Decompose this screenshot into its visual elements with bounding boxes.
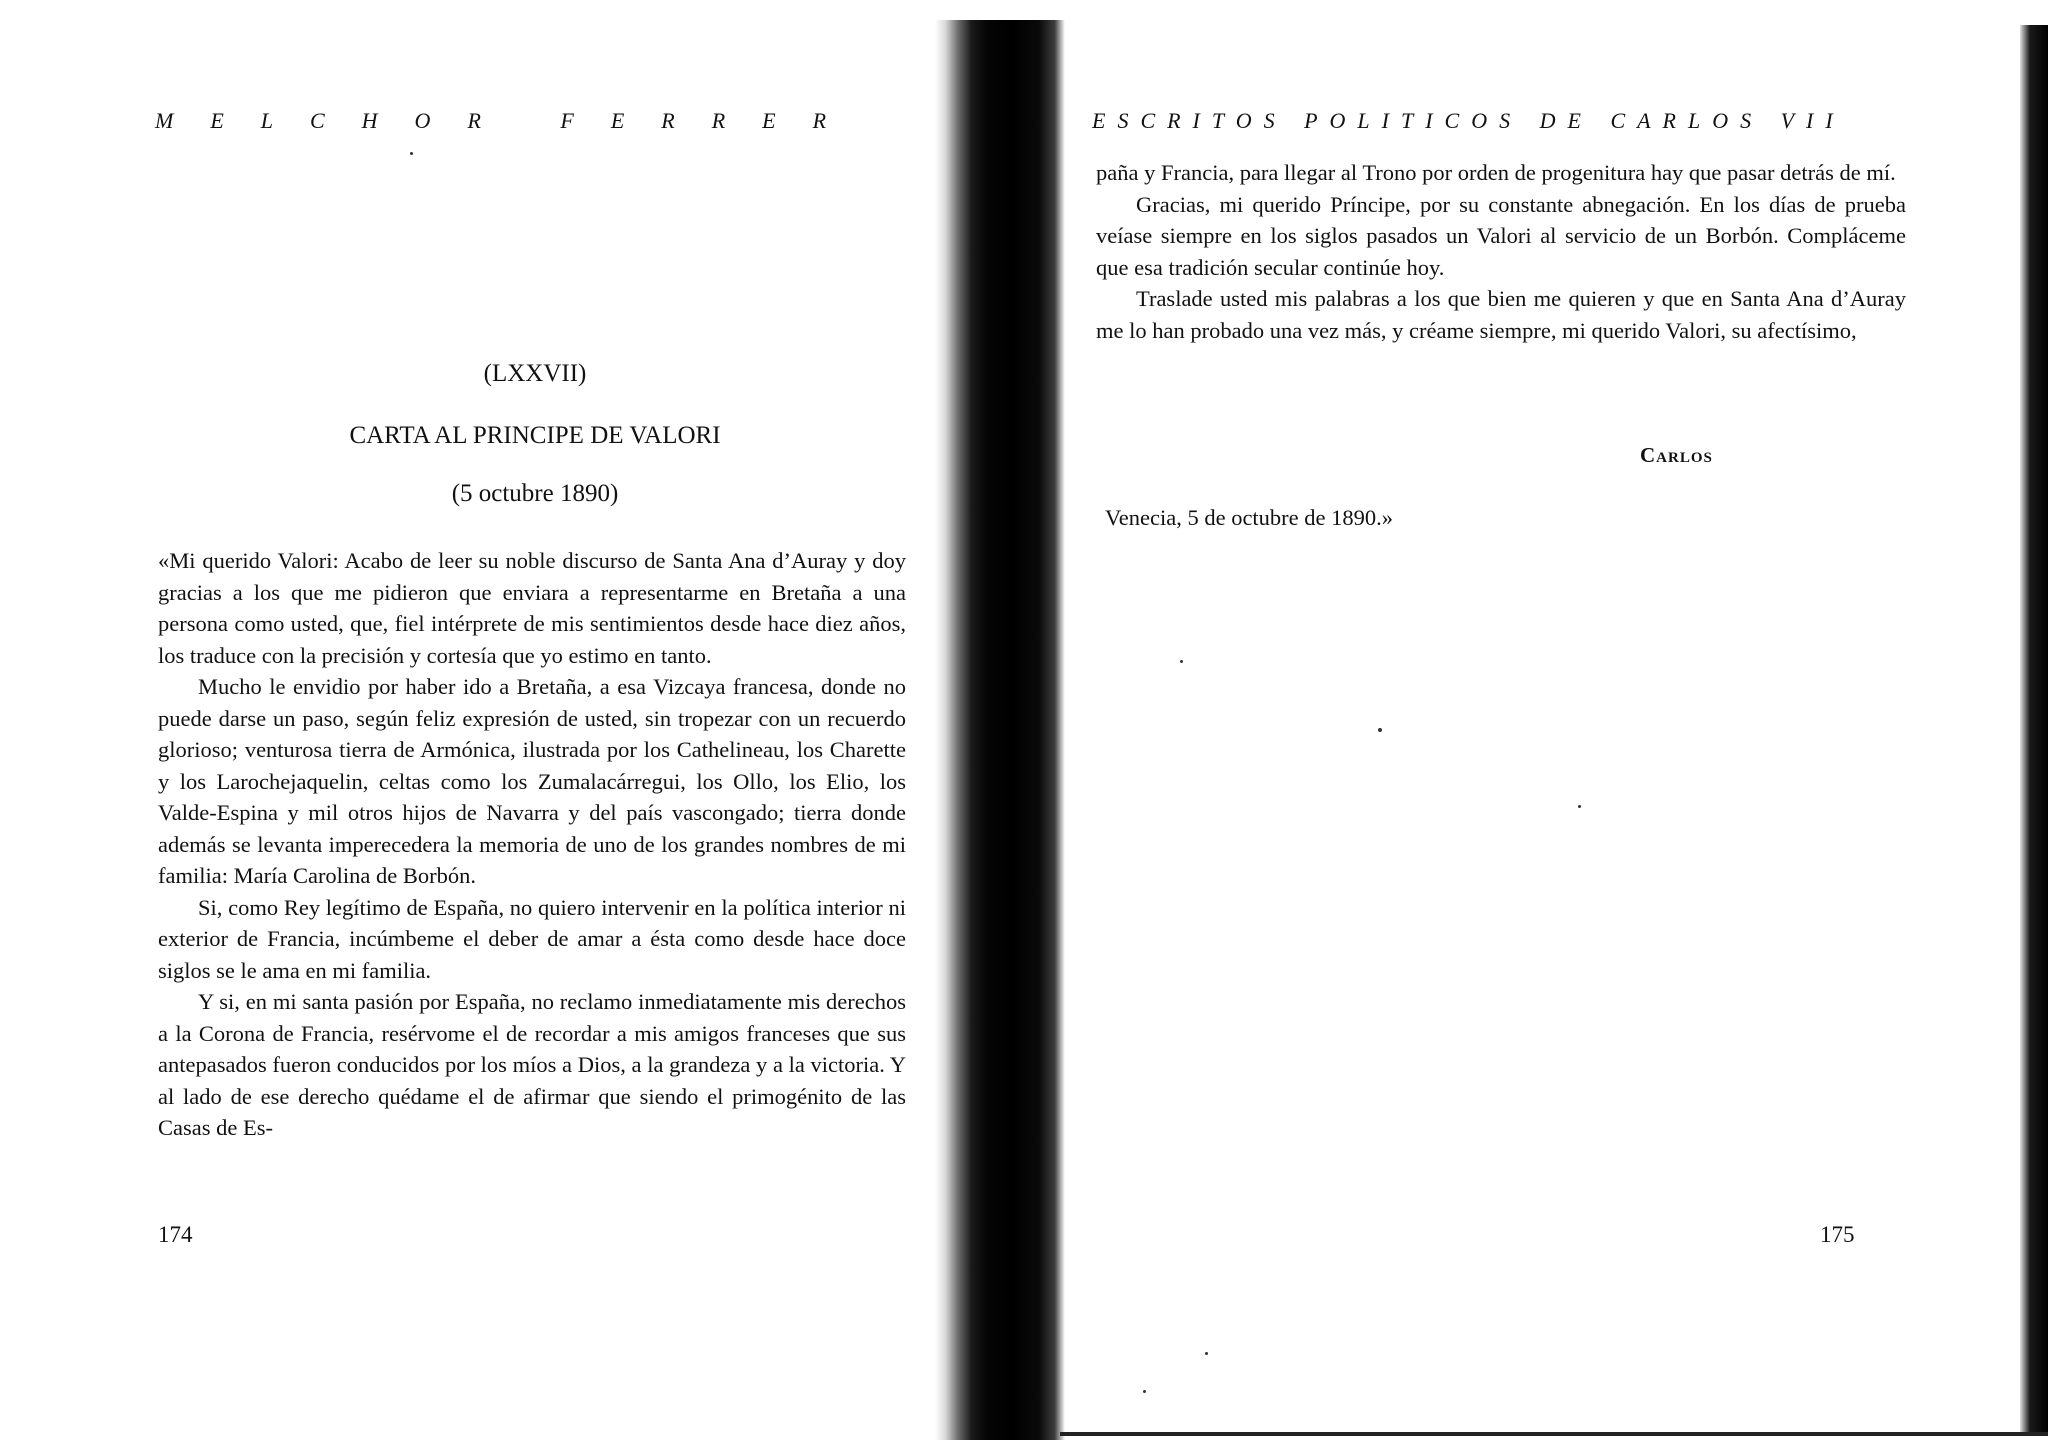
- scan-speck: [1180, 660, 1183, 663]
- chapter-date: (5 octubre 1890): [451, 480, 619, 507]
- right-body-text: [1096, 157, 1906, 346]
- scan-speck: [410, 152, 413, 155]
- paragraph: Y si, en mi santa pasión por España, no reclamo inmediatamente mis derechos a la Corona de Francia, resérvome el de recordar a mis amigos franceses que sus antepasados fueron conducidos por los míos a Dios, a la grandeza y a la victoria. Y al lado de ese derecho quédame el de afirmar que siendo el primogénito de las Casas de Es-: [158, 989, 906, 1140]
- left-body-text: [158, 545, 906, 1144]
- scan-speck: [1143, 1390, 1146, 1393]
- chapter-title: CARTA AL PRINCIPE DE VALORI: [349, 422, 721, 449]
- paragraph: Traslade usted mis palabras a los que bien me quieren y que en Santa Ana d’Auray me lo han probado una vez más, y créame siempre, mi querido Valori, su afectísimo,: [1096, 286, 1906, 343]
- paragraph: «Mi querido Valori: Acabo de leer su noble discurso de Santa Ana d’Auray y doy gracias a los que me pidieron que enviara a representarme en Bretaña a una persona como usted, que, fiel intérprete de mis sentimientos desde hace diez años, los traduce con la precisión y cortesía que yo estimo en tanto.: [158, 548, 906, 668]
- signature: Carlos: [1640, 443, 1713, 467]
- paragraph: Si, como Rey legítimo de España, no quiero intervenir en la política interior ni exterior de Francia, incúmbeme el deber de amar a ésta como desde hace doce siglos se le ama en mi familia.: [158, 894, 906, 983]
- left-running-head: MELCHOR FERRER: [155, 108, 864, 133]
- right-running-head: ESCRITOS POLITICOS DE CARLOS VII: [1092, 108, 1845, 133]
- book-gutter-shadow: [935, 20, 1065, 1440]
- scan-speck: [1578, 805, 1581, 808]
- paragraph: Mucho le envidio por haber ido a Bretaña, a esa Vizcaya francesa, donde no puede darse un paso, según feliz expresión de usted, sin tropezar con un recuerdo glorioso; venturosa tierra de Armónica, ilustrada por los Cathelineau, los Charette y los Larochejaquelin, celtas como los Zumalacárregui, los Ollo, los Elio, los Valde-Espina y mil otros hijos de Navarra y del país vascongado; tierra donde además se levanta imperecedera la memoria de uno de los grandes nombres de mi familia: María Carolina de Borbón.: [158, 674, 906, 888]
- chapter-number: (LXXVII): [483, 360, 587, 387]
- paragraph: paña y Francia, para llegar al Trono por orden de progenitura hay que pasar detrás de mí.: [1096, 160, 1896, 185]
- place-date: Venecia, 5 de octubre de 1890.»: [1105, 505, 1394, 530]
- left-page: [0, 0, 930, 1442]
- left-page-number: 174: [158, 1222, 193, 1247]
- right-page: [1060, 0, 2048, 1442]
- right-page-number: 175: [1820, 1222, 1855, 1247]
- scan-speck: [1205, 1352, 1208, 1355]
- paragraph: Gracias, mi querido Príncipe, por su constante abnegación. En los días de prueba veíase siempre en los siglos pasados un Valori al servicio de un Borbón. Compláceme que esa tradición secular continúe hoy.: [1096, 191, 1906, 280]
- scan-speck: [1378, 728, 1382, 732]
